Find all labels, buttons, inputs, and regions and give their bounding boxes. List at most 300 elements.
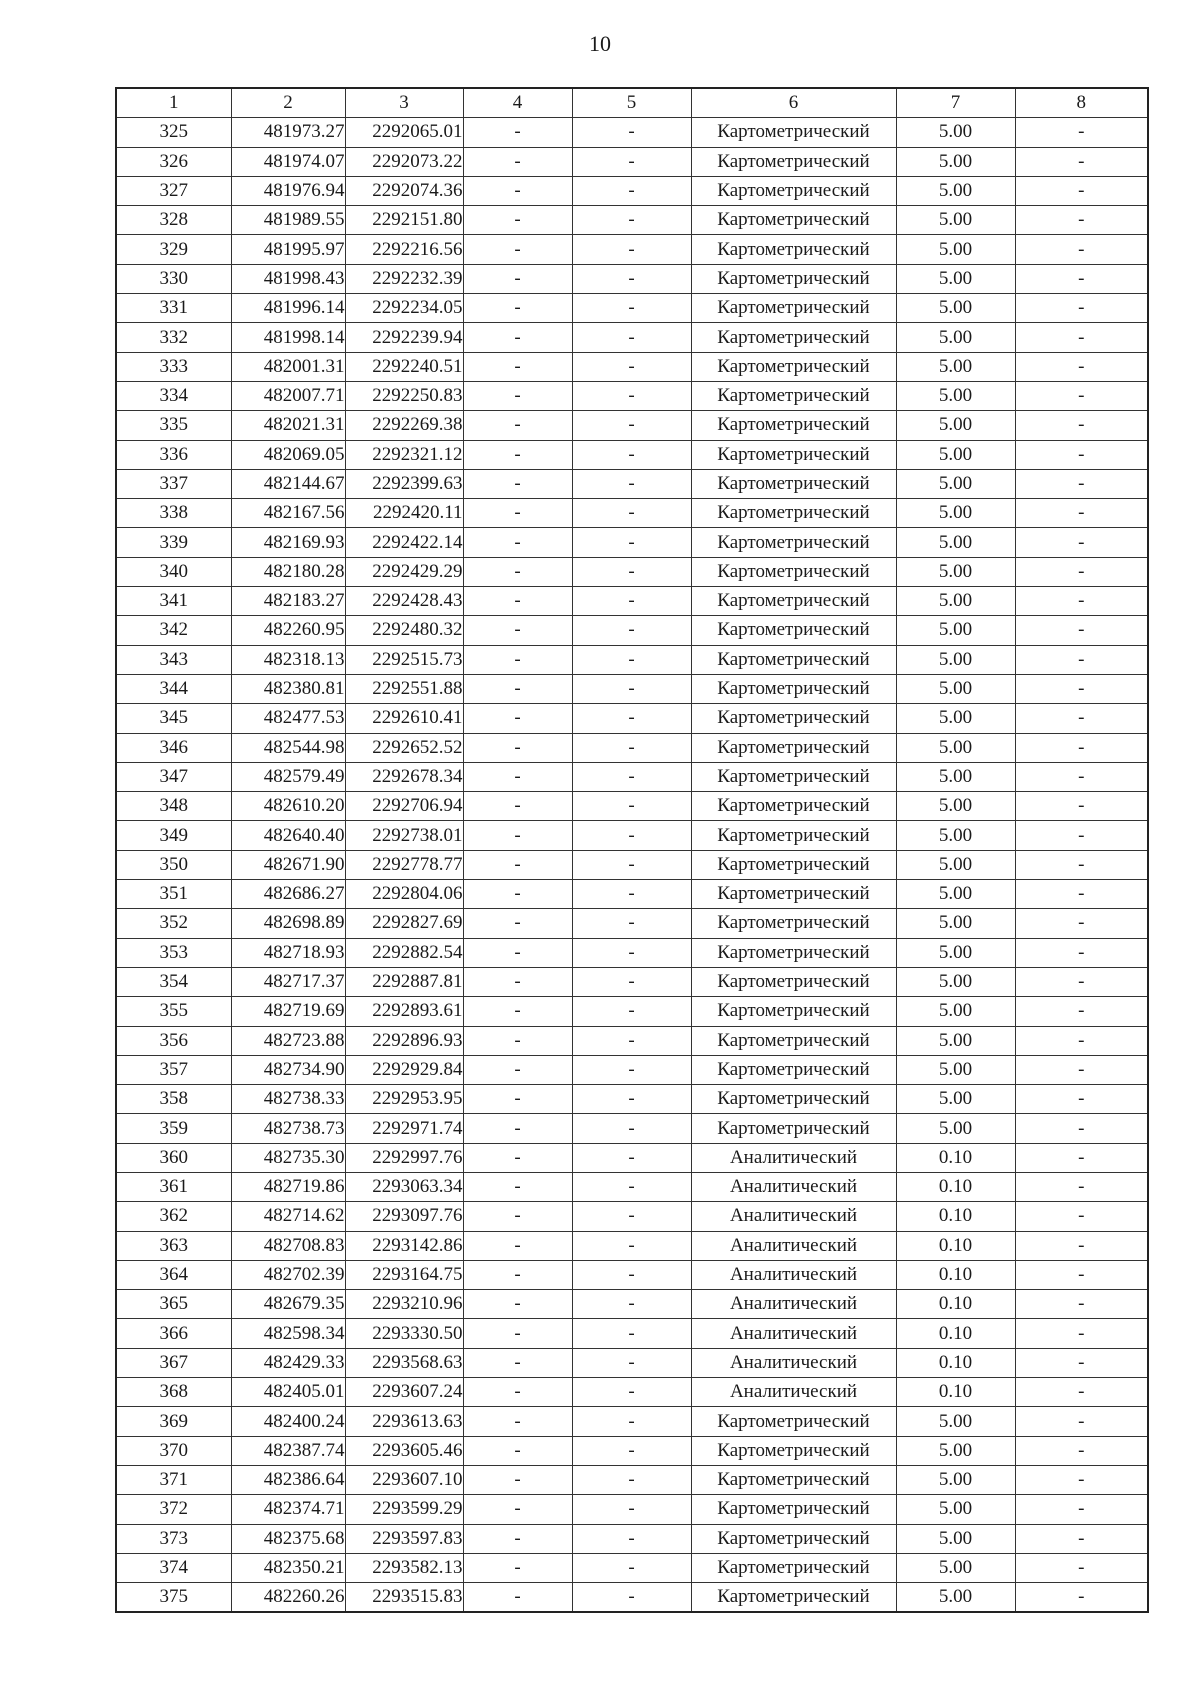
x-coordinate-cell: 482671.90 xyxy=(231,850,345,879)
column-4-cell: - xyxy=(463,587,572,616)
column-8-cell: - xyxy=(1015,1524,1148,1553)
table-row xyxy=(116,176,1148,205)
column-4-cell: - xyxy=(463,1290,572,1319)
column-5-cell: - xyxy=(572,469,691,498)
y-coordinate-cell: 2292151.80 xyxy=(345,206,463,235)
point-number-cell: 356 xyxy=(116,1026,231,1055)
accuracy-cell: 5.00 xyxy=(896,235,1015,264)
table-row xyxy=(116,1202,1148,1231)
x-coordinate-cell: 482001.31 xyxy=(231,352,345,381)
x-coordinate-cell: 482679.35 xyxy=(231,1290,345,1319)
column-header: 8 xyxy=(1015,88,1148,118)
y-coordinate-cell: 2292827.69 xyxy=(345,909,463,938)
table-row xyxy=(116,704,1148,733)
y-coordinate-cell: 2292420.11 xyxy=(345,499,463,528)
x-coordinate-cell: 482719.86 xyxy=(231,1172,345,1201)
table-row xyxy=(116,352,1148,381)
method-cell: Картометрический xyxy=(691,938,896,967)
point-number-cell: 341 xyxy=(116,587,231,616)
accuracy-cell: 5.00 xyxy=(896,880,1015,909)
column-5-cell: - xyxy=(572,1319,691,1348)
column-8-cell: - xyxy=(1015,352,1148,381)
column-5-cell: - xyxy=(572,645,691,674)
x-coordinate-cell: 482735.30 xyxy=(231,1143,345,1172)
accuracy-cell: 5.00 xyxy=(896,821,1015,850)
y-coordinate-cell: 2293607.24 xyxy=(345,1378,463,1407)
y-coordinate-cell: 2292997.76 xyxy=(345,1143,463,1172)
accuracy-cell: 5.00 xyxy=(896,762,1015,791)
column-4-cell: - xyxy=(463,557,572,586)
column-5-cell: - xyxy=(572,909,691,938)
x-coordinate-cell: 481974.07 xyxy=(231,147,345,176)
method-cell: Картометрический xyxy=(691,1026,896,1055)
point-number-cell: 347 xyxy=(116,762,231,791)
column-5-cell: - xyxy=(572,411,691,440)
y-coordinate-cell: 2292678.34 xyxy=(345,762,463,791)
x-coordinate-cell: 482708.83 xyxy=(231,1231,345,1260)
point-number-cell: 328 xyxy=(116,206,231,235)
table-row xyxy=(116,1143,1148,1172)
column-5-cell: - xyxy=(572,528,691,557)
column-8-cell: - xyxy=(1015,1553,1148,1582)
point-number-cell: 375 xyxy=(116,1583,231,1613)
y-coordinate-cell: 2293599.29 xyxy=(345,1495,463,1524)
x-coordinate-cell: 482350.21 xyxy=(231,1553,345,1582)
x-coordinate-cell: 482180.28 xyxy=(231,557,345,586)
point-number-cell: 351 xyxy=(116,880,231,909)
column-8-cell: - xyxy=(1015,792,1148,821)
column-5-cell: - xyxy=(572,499,691,528)
x-coordinate-cell: 482069.05 xyxy=(231,440,345,469)
column-header: 4 xyxy=(463,88,572,118)
y-coordinate-cell: 2292804.06 xyxy=(345,880,463,909)
point-number-cell: 363 xyxy=(116,1231,231,1260)
column-header: 5 xyxy=(572,88,691,118)
column-4-cell: - xyxy=(463,381,572,410)
column-5-cell: - xyxy=(572,704,691,733)
point-number-cell: 365 xyxy=(116,1290,231,1319)
table-row xyxy=(116,528,1148,557)
column-5-cell: - xyxy=(572,1436,691,1465)
x-coordinate-cell: 482007.71 xyxy=(231,381,345,410)
column-5-cell: - xyxy=(572,792,691,821)
column-4-cell: - xyxy=(463,909,572,938)
method-cell: Картометрический xyxy=(691,704,896,733)
column-5-cell: - xyxy=(572,147,691,176)
x-coordinate-cell: 482702.39 xyxy=(231,1260,345,1289)
y-coordinate-cell: 2292515.73 xyxy=(345,645,463,674)
y-coordinate-cell: 2292250.83 xyxy=(345,381,463,410)
column-5-cell: - xyxy=(572,821,691,850)
column-8-cell: - xyxy=(1015,616,1148,645)
x-coordinate-cell: 482429.33 xyxy=(231,1348,345,1377)
column-8-cell: - xyxy=(1015,1407,1148,1436)
column-8-cell: - xyxy=(1015,1319,1148,1348)
accuracy-cell: 5.00 xyxy=(896,352,1015,381)
table-row xyxy=(116,1348,1148,1377)
x-coordinate-cell: 482387.74 xyxy=(231,1436,345,1465)
accuracy-cell: 5.00 xyxy=(896,645,1015,674)
accuracy-cell: 5.00 xyxy=(896,1055,1015,1084)
point-number-cell: 361 xyxy=(116,1172,231,1201)
column-8-cell: - xyxy=(1015,1026,1148,1055)
accuracy-cell: 0.10 xyxy=(896,1378,1015,1407)
column-8-cell: - xyxy=(1015,1583,1148,1613)
column-5-cell: - xyxy=(572,1348,691,1377)
x-coordinate-cell: 482405.01 xyxy=(231,1378,345,1407)
table-row xyxy=(116,792,1148,821)
table-row xyxy=(116,1524,1148,1553)
x-coordinate-cell: 482260.95 xyxy=(231,616,345,645)
column-5-cell: - xyxy=(572,1260,691,1289)
x-coordinate-cell: 482169.93 xyxy=(231,528,345,557)
y-coordinate-cell: 2292269.38 xyxy=(345,411,463,440)
method-cell: Картометрический xyxy=(691,762,896,791)
accuracy-cell: 5.00 xyxy=(896,469,1015,498)
column-5-cell: - xyxy=(572,1495,691,1524)
accuracy-cell: 5.00 xyxy=(896,1114,1015,1143)
method-cell: Картометрический xyxy=(691,1583,896,1613)
column-4-cell: - xyxy=(463,1260,572,1289)
table-row xyxy=(116,674,1148,703)
x-coordinate-cell: 481989.55 xyxy=(231,206,345,235)
column-5-cell: - xyxy=(572,440,691,469)
method-cell: Картометрический xyxy=(691,440,896,469)
column-8-cell: - xyxy=(1015,645,1148,674)
method-cell: Картометрический xyxy=(691,381,896,410)
x-coordinate-cell: 482400.24 xyxy=(231,1407,345,1436)
column-8-cell: - xyxy=(1015,1172,1148,1201)
y-coordinate-cell: 2293164.75 xyxy=(345,1260,463,1289)
column-5-cell: - xyxy=(572,938,691,967)
table-row xyxy=(116,1465,1148,1494)
point-number-cell: 349 xyxy=(116,821,231,850)
column-4-cell: - xyxy=(463,1231,572,1260)
accuracy-cell: 0.10 xyxy=(896,1231,1015,1260)
x-coordinate-cell: 481998.43 xyxy=(231,264,345,293)
column-4-cell: - xyxy=(463,1026,572,1055)
method-cell: Картометрический xyxy=(691,176,896,205)
column-5-cell: - xyxy=(572,1378,691,1407)
method-cell: Картометрический xyxy=(691,499,896,528)
table-row xyxy=(116,1231,1148,1260)
column-4-cell: - xyxy=(463,528,572,557)
accuracy-cell: 5.00 xyxy=(896,616,1015,645)
column-5-cell: - xyxy=(572,1026,691,1055)
point-number-cell: 369 xyxy=(116,1407,231,1436)
table-body xyxy=(116,118,1148,1613)
table-row xyxy=(116,762,1148,791)
accuracy-cell: 5.00 xyxy=(896,440,1015,469)
column-5-cell: - xyxy=(572,1055,691,1084)
point-number-cell: 344 xyxy=(116,674,231,703)
column-4-cell: - xyxy=(463,674,572,703)
y-coordinate-cell: 2293142.86 xyxy=(345,1231,463,1260)
column-4-cell: - xyxy=(463,1114,572,1143)
column-5-cell: - xyxy=(572,762,691,791)
y-coordinate-cell: 2292422.14 xyxy=(345,528,463,557)
column-5-cell: - xyxy=(572,176,691,205)
x-coordinate-cell: 482183.27 xyxy=(231,587,345,616)
table-row xyxy=(116,235,1148,264)
table-row xyxy=(116,645,1148,674)
column-8-cell: - xyxy=(1015,1055,1148,1084)
accuracy-cell: 5.00 xyxy=(896,176,1015,205)
method-cell: Картометрический xyxy=(691,294,896,323)
method-cell: Картометрический xyxy=(691,1407,896,1436)
point-number-cell: 329 xyxy=(116,235,231,264)
method-cell: Картометрический xyxy=(691,469,896,498)
x-coordinate-cell: 482260.26 xyxy=(231,1583,345,1613)
point-number-cell: 332 xyxy=(116,323,231,352)
point-number-cell: 374 xyxy=(116,1553,231,1582)
accuracy-cell: 5.00 xyxy=(896,733,1015,762)
x-coordinate-cell: 482544.98 xyxy=(231,733,345,762)
point-number-cell: 367 xyxy=(116,1348,231,1377)
accuracy-cell: 5.00 xyxy=(896,118,1015,147)
accuracy-cell: 5.00 xyxy=(896,1436,1015,1465)
point-number-cell: 325 xyxy=(116,118,231,147)
point-number-cell: 346 xyxy=(116,733,231,762)
accuracy-cell: 5.00 xyxy=(896,1465,1015,1494)
accuracy-cell: 5.00 xyxy=(896,1495,1015,1524)
table-row xyxy=(116,1436,1148,1465)
column-8-cell: - xyxy=(1015,674,1148,703)
column-4-cell: - xyxy=(463,294,572,323)
x-coordinate-cell: 482021.31 xyxy=(231,411,345,440)
column-4-cell: - xyxy=(463,1495,572,1524)
column-4-cell: - xyxy=(463,1465,572,1494)
column-4-cell: - xyxy=(463,1143,572,1172)
column-5-cell: - xyxy=(572,967,691,996)
table-row xyxy=(116,1319,1148,1348)
table-row xyxy=(116,294,1148,323)
point-number-cell: 371 xyxy=(116,1465,231,1494)
column-8-cell: - xyxy=(1015,147,1148,176)
method-cell: Картометрический xyxy=(691,118,896,147)
table-row xyxy=(116,1290,1148,1319)
column-8-cell: - xyxy=(1015,1202,1148,1231)
method-cell: Картометрический xyxy=(691,645,896,674)
y-coordinate-cell: 2292065.01 xyxy=(345,118,463,147)
column-8-cell: - xyxy=(1015,440,1148,469)
method-cell: Картометрический xyxy=(691,909,896,938)
column-4-cell: - xyxy=(463,1348,572,1377)
x-coordinate-cell: 482738.73 xyxy=(231,1114,345,1143)
table-row xyxy=(116,909,1148,938)
accuracy-cell: 5.00 xyxy=(896,909,1015,938)
y-coordinate-cell: 2292428.43 xyxy=(345,587,463,616)
method-cell: Аналитический xyxy=(691,1319,896,1348)
column-8-cell: - xyxy=(1015,1290,1148,1319)
column-header: 3 xyxy=(345,88,463,118)
table-row xyxy=(116,1172,1148,1201)
accuracy-cell: 5.00 xyxy=(896,1524,1015,1553)
column-8-cell: - xyxy=(1015,206,1148,235)
x-coordinate-cell: 482698.89 xyxy=(231,909,345,938)
method-cell: Картометрический xyxy=(691,323,896,352)
y-coordinate-cell: 2293605.46 xyxy=(345,1436,463,1465)
point-number-cell: 345 xyxy=(116,704,231,733)
point-number-cell: 364 xyxy=(116,1260,231,1289)
column-8-cell: - xyxy=(1015,1260,1148,1289)
column-4-cell: - xyxy=(463,352,572,381)
column-5-cell: - xyxy=(572,733,691,762)
y-coordinate-cell: 2293597.83 xyxy=(345,1524,463,1553)
column-4-cell: - xyxy=(463,792,572,821)
method-cell: Картометрический xyxy=(691,1524,896,1553)
method-cell: Картометрический xyxy=(691,1114,896,1143)
point-number-cell: 338 xyxy=(116,499,231,528)
table-row xyxy=(116,264,1148,293)
page-number: 10 xyxy=(589,31,611,56)
column-8-cell: - xyxy=(1015,411,1148,440)
column-5-cell: - xyxy=(572,1465,691,1494)
column-4-cell: - xyxy=(463,967,572,996)
table-row xyxy=(116,206,1148,235)
x-coordinate-cell: 482167.56 xyxy=(231,499,345,528)
column-4-cell: - xyxy=(463,997,572,1026)
method-cell: Картометрический xyxy=(691,792,896,821)
accuracy-cell: 0.10 xyxy=(896,1348,1015,1377)
column-4-cell: - xyxy=(463,1378,572,1407)
x-coordinate-cell: 482610.20 xyxy=(231,792,345,821)
table-row xyxy=(116,616,1148,645)
method-cell: Картометрический xyxy=(691,1465,896,1494)
table-row xyxy=(116,938,1148,967)
column-4-cell: - xyxy=(463,1172,572,1201)
x-coordinate-cell: 481998.14 xyxy=(231,323,345,352)
column-8-cell: - xyxy=(1015,381,1148,410)
header-row xyxy=(116,88,1148,118)
point-number-cell: 368 xyxy=(116,1378,231,1407)
column-4-cell: - xyxy=(463,499,572,528)
method-cell: Картометрический xyxy=(691,821,896,850)
accuracy-cell: 5.00 xyxy=(896,557,1015,586)
point-number-cell: 359 xyxy=(116,1114,231,1143)
accuracy-cell: 5.00 xyxy=(896,997,1015,1026)
method-cell: Картометрический xyxy=(691,147,896,176)
point-number-cell: 355 xyxy=(116,997,231,1026)
x-coordinate-cell: 482374.71 xyxy=(231,1495,345,1524)
x-coordinate-cell: 482723.88 xyxy=(231,1026,345,1055)
point-number-cell: 335 xyxy=(116,411,231,440)
column-8-cell: - xyxy=(1015,997,1148,1026)
method-cell: Картометрический xyxy=(691,1436,896,1465)
point-number-cell: 333 xyxy=(116,352,231,381)
y-coordinate-cell: 2292551.88 xyxy=(345,674,463,703)
y-coordinate-cell: 2292232.39 xyxy=(345,264,463,293)
column-8-cell: - xyxy=(1015,967,1148,996)
y-coordinate-cell: 2293613.63 xyxy=(345,1407,463,1436)
column-5-cell: - xyxy=(572,352,691,381)
x-coordinate-cell: 482579.49 xyxy=(231,762,345,791)
y-coordinate-cell: 2293568.63 xyxy=(345,1348,463,1377)
x-coordinate-cell: 482714.62 xyxy=(231,1202,345,1231)
accuracy-cell: 5.00 xyxy=(896,381,1015,410)
accuracy-cell: 0.10 xyxy=(896,1319,1015,1348)
column-4-cell: - xyxy=(463,176,572,205)
x-coordinate-cell: 482144.67 xyxy=(231,469,345,498)
x-coordinate-cell: 482375.68 xyxy=(231,1524,345,1553)
column-5-cell: - xyxy=(572,1202,691,1231)
column-8-cell: - xyxy=(1015,1495,1148,1524)
column-header: 6 xyxy=(691,88,896,118)
column-8-cell: - xyxy=(1015,938,1148,967)
column-5-cell: - xyxy=(572,1407,691,1436)
x-coordinate-cell: 482477.53 xyxy=(231,704,345,733)
point-number-cell: 354 xyxy=(116,967,231,996)
x-coordinate-cell: 481995.97 xyxy=(231,235,345,264)
table-row xyxy=(116,733,1148,762)
method-cell: Картометрический xyxy=(691,587,896,616)
column-8-cell: - xyxy=(1015,294,1148,323)
column-4-cell: - xyxy=(463,645,572,674)
column-8-cell: - xyxy=(1015,1378,1148,1407)
y-coordinate-cell: 2292971.74 xyxy=(345,1114,463,1143)
column-8-cell: - xyxy=(1015,469,1148,498)
method-cell: Картометрический xyxy=(691,674,896,703)
column-8-cell: - xyxy=(1015,909,1148,938)
column-5-cell: - xyxy=(572,850,691,879)
column-4-cell: - xyxy=(463,118,572,147)
table-row xyxy=(116,587,1148,616)
column-4-cell: - xyxy=(463,850,572,879)
x-coordinate-cell: 482598.34 xyxy=(231,1319,345,1348)
table-row xyxy=(116,1260,1148,1289)
method-cell: Картометрический xyxy=(691,967,896,996)
column-4-cell: - xyxy=(463,1055,572,1084)
column-8-cell: - xyxy=(1015,528,1148,557)
method-cell: Картометрический xyxy=(691,1055,896,1084)
column-4-cell: - xyxy=(463,1407,572,1436)
method-cell: Картометрический xyxy=(691,235,896,264)
table-row xyxy=(116,1378,1148,1407)
x-coordinate-cell: 482318.13 xyxy=(231,645,345,674)
column-8-cell: - xyxy=(1015,499,1148,528)
accuracy-cell: 5.00 xyxy=(896,587,1015,616)
y-coordinate-cell: 2293607.10 xyxy=(345,1465,463,1494)
method-cell: Аналитический xyxy=(691,1260,896,1289)
y-coordinate-cell: 2292652.52 xyxy=(345,733,463,762)
y-coordinate-cell: 2292887.81 xyxy=(345,967,463,996)
column-8-cell: - xyxy=(1015,1348,1148,1377)
table-row xyxy=(116,440,1148,469)
y-coordinate-cell: 2293582.13 xyxy=(345,1553,463,1582)
table-row xyxy=(116,499,1148,528)
method-cell: Картометрический xyxy=(691,411,896,440)
y-coordinate-cell: 2292893.61 xyxy=(345,997,463,1026)
table-row xyxy=(116,1407,1148,1436)
accuracy-cell: 0.10 xyxy=(896,1143,1015,1172)
x-coordinate-cell: 482717.37 xyxy=(231,967,345,996)
table-row xyxy=(116,1495,1148,1524)
x-coordinate-cell: 482386.64 xyxy=(231,1465,345,1494)
table-row xyxy=(116,1553,1148,1582)
column-5-cell: - xyxy=(572,1143,691,1172)
table-row xyxy=(116,557,1148,586)
column-4-cell: - xyxy=(463,1583,572,1613)
table-row xyxy=(116,1026,1148,1055)
column-5-cell: - xyxy=(572,206,691,235)
y-coordinate-cell: 2292399.63 xyxy=(345,469,463,498)
method-cell: Аналитический xyxy=(691,1378,896,1407)
point-number-cell: 326 xyxy=(116,147,231,176)
x-coordinate-cell: 482686.27 xyxy=(231,880,345,909)
column-header: 7 xyxy=(896,88,1015,118)
y-coordinate-cell: 2293097.76 xyxy=(345,1202,463,1231)
method-cell: Картометрический xyxy=(691,557,896,586)
